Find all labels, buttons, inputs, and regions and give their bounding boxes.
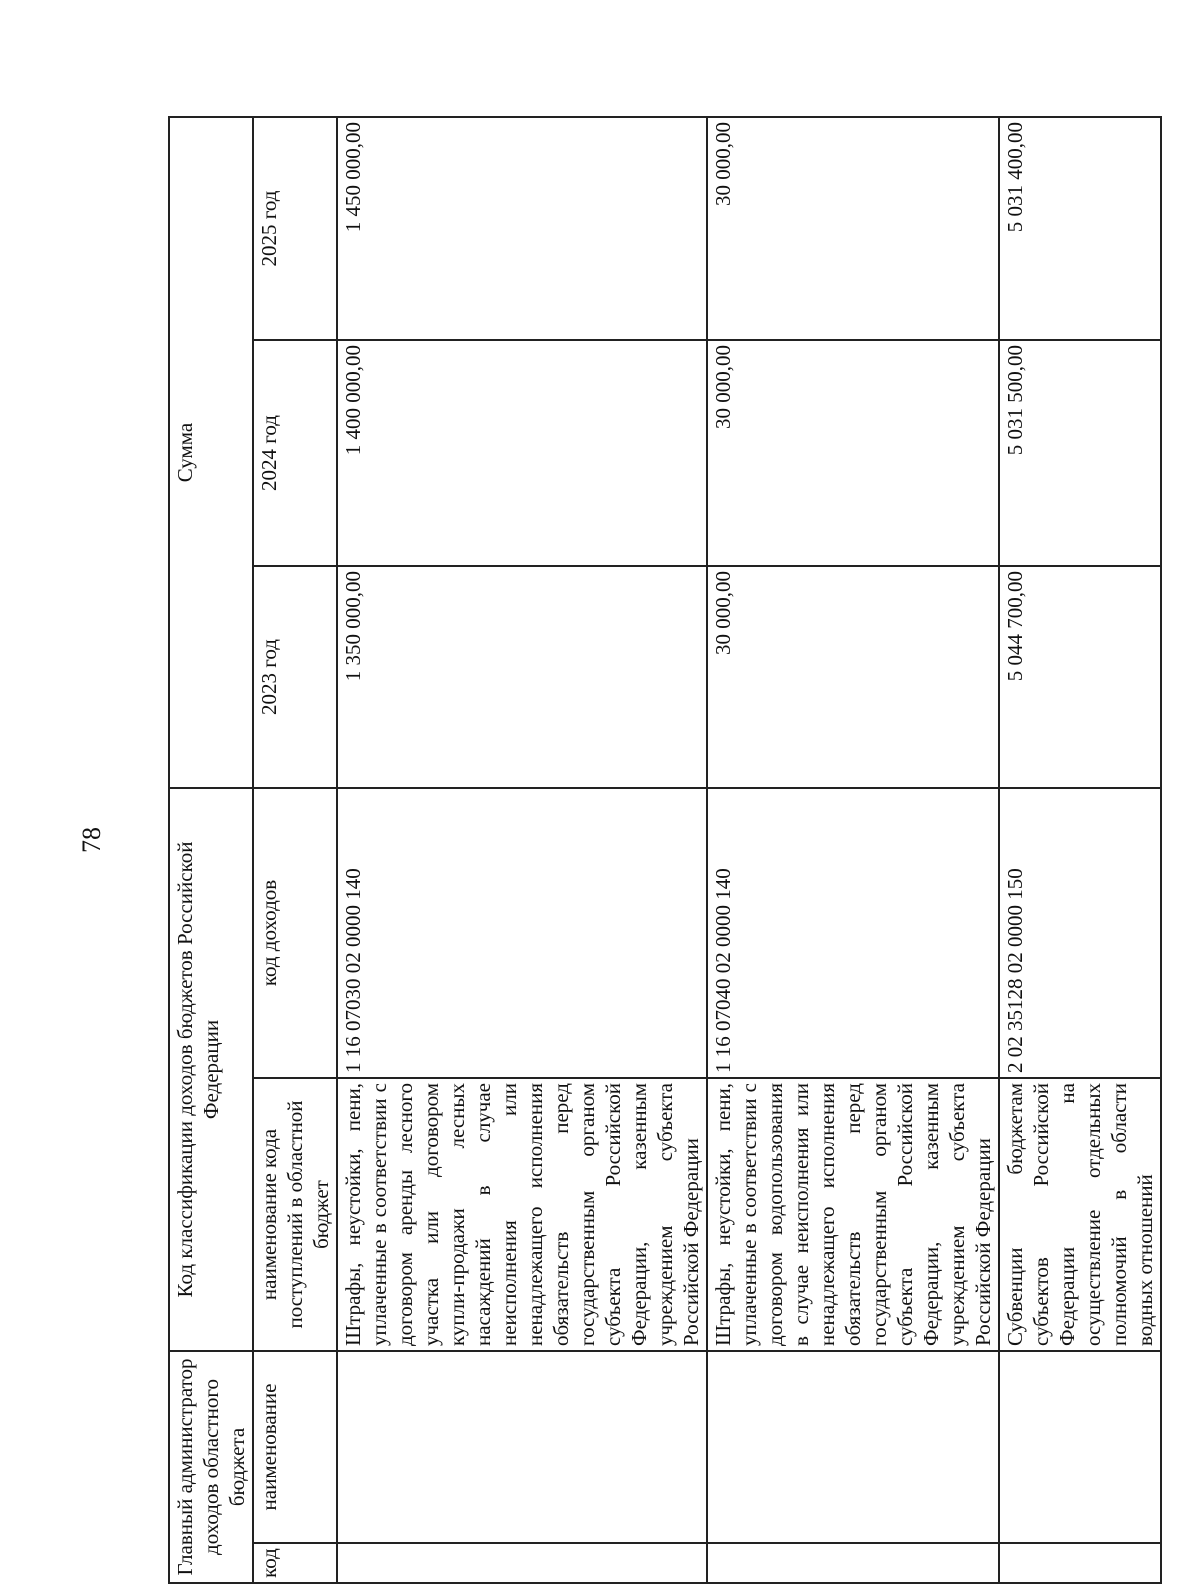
admin-name-cell	[337, 1351, 707, 1543]
admin-code-cell	[707, 1543, 999, 1583]
header-admin-name: наименование	[253, 1351, 337, 1543]
header-year-2024: 2024 год	[253, 340, 337, 566]
table-row	[999, 117, 1161, 1583]
header-admin-code: код	[253, 1543, 337, 1583]
page-number: 78	[77, 827, 106, 853]
sum-2023-cell: 5 044 700,00	[999, 566, 1161, 788]
sum-2023-cell: 30 000,00	[707, 566, 999, 788]
sum-2024-cell: 1 400 000,00	[337, 340, 707, 566]
header-year-2023: 2023 год	[253, 566, 337, 788]
income-name-cell: Субвенции бюджетам субъектов Российской Федерации на осуществление отдельных полномочий в области водных отношений	[999, 1078, 1161, 1351]
sum-2024-cell: 30 000,00	[707, 340, 999, 566]
income-name-cell: Штрафы, неустойки, пени, уплаченные в соответствии с договором аренды лесного участка или договором купли-продажи лесных насаждений в случае неисполнения или ненадлежащего исполнения обязательств перед государственным органом субъекта Российской Федерации, казенным учреждением субъекта Российской Федерации	[337, 1078, 707, 1351]
header-sum-group: Сумма	[169, 117, 253, 788]
table-row	[707, 117, 999, 1583]
header-year-2025: 2025 год	[253, 117, 337, 340]
income-name-cell: Штрафы, неустойки, пени, уплаченные в соответствии с договором водопользования в случае неисполнения или ненадлежащего исполнения обязательств перед государственным органом субъекта Российской Федерации, казенным учреждением субъекта Российской Федерации	[707, 1078, 999, 1351]
header-admin-group: Главный администратор доходов областного бюджета	[169, 1351, 253, 1583]
admin-name-cell	[999, 1351, 1161, 1543]
table-row	[337, 117, 707, 1583]
header-income-code: код доходов	[253, 788, 337, 1078]
admin-code-cell	[337, 1543, 707, 1583]
sum-2024-cell: 5 031 500,00	[999, 340, 1161, 566]
sum-2023-cell: 1 350 000,00	[337, 566, 707, 788]
header-income-name: наименование кода поступлений в областной бюджет	[253, 1078, 337, 1351]
income-code-cell: 1 16 07040 02 0000 140	[707, 788, 999, 1078]
admin-name-cell	[707, 1351, 999, 1543]
sum-2025-cell: 30 000,00	[707, 117, 999, 340]
income-classification-table	[168, 116, 1162, 1584]
sum-2025-cell: 1 450 000,00	[337, 117, 707, 340]
sum-2025-cell: 5 031 400,00	[999, 117, 1161, 340]
admin-code-cell	[999, 1543, 1161, 1583]
income-code-cell: 2 02 35128 02 0000 150	[999, 788, 1161, 1078]
income-code-cell: 1 16 07030 02 0000 140	[337, 788, 707, 1078]
header-classification-group: Код классификации доходов бюджетов Российской Федерации	[169, 788, 253, 1351]
rotated-table-container	[168, 118, 1157, 1584]
